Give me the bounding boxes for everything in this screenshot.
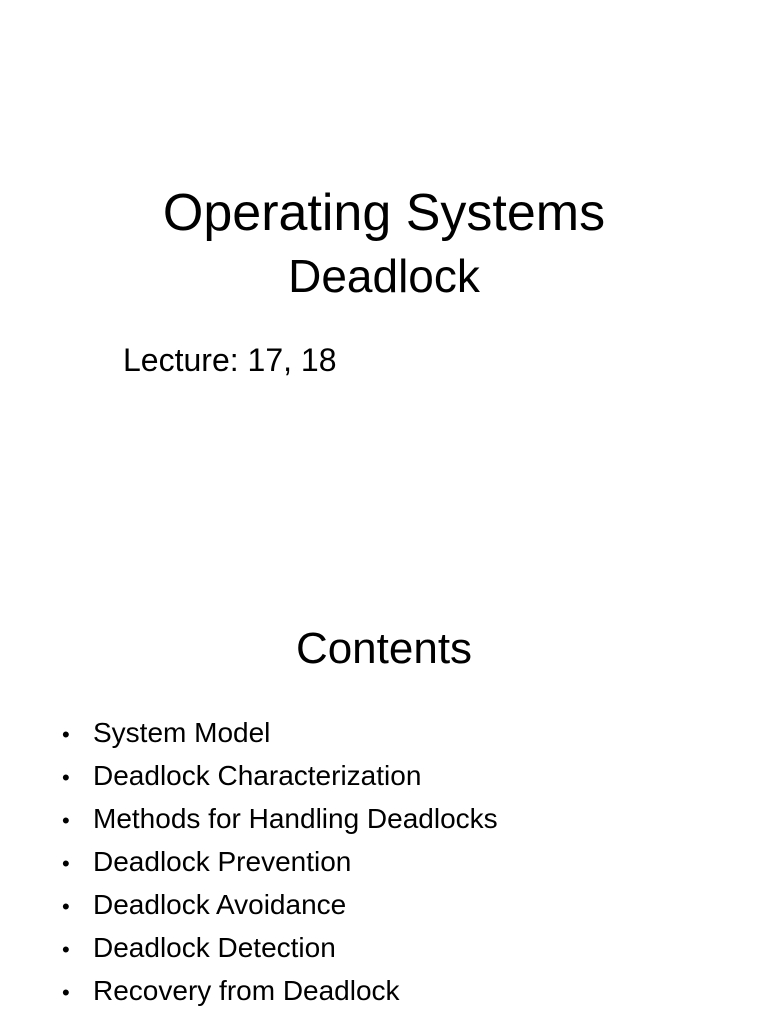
list-item-text: Deadlock Avoidance: [93, 889, 347, 920]
list-item-text: Deadlock Detection: [93, 932, 336, 963]
list-item: [62, 926, 498, 969]
list-item-text: Recovery from Deadlock: [93, 975, 400, 1006]
list-item-text: Methods for Handling Deadlocks: [93, 803, 498, 834]
list-item-text: Deadlock Prevention: [93, 846, 352, 877]
contents-list: [62, 711, 498, 1012]
bullet-icon: •: [62, 851, 70, 876]
bullet-icon: •: [62, 765, 70, 790]
list-item-text: System Model: [93, 717, 271, 748]
list-item: [62, 883, 498, 926]
list-item: [62, 840, 498, 883]
bullet-icon: •: [62, 937, 70, 962]
slide-title: Operating Systems: [162, 184, 606, 242]
contents-slide: [0, 512, 768, 1024]
list-item-text: Deadlock Characterization: [93, 760, 422, 791]
list-item: [62, 969, 498, 1012]
contents-title: Contents: [295, 624, 473, 673]
list-item: [62, 797, 498, 840]
list-item: [62, 754, 498, 797]
bullet-icon: •: [62, 980, 70, 1005]
slide-subtitle: Deadlock: [288, 250, 480, 302]
list-item: [62, 711, 498, 754]
lecture-number: Lecture: 17, 18: [123, 342, 337, 378]
bullet-icon: •: [62, 722, 70, 747]
bullet-icon: •: [62, 808, 70, 833]
bullet-icon: •: [62, 894, 70, 919]
